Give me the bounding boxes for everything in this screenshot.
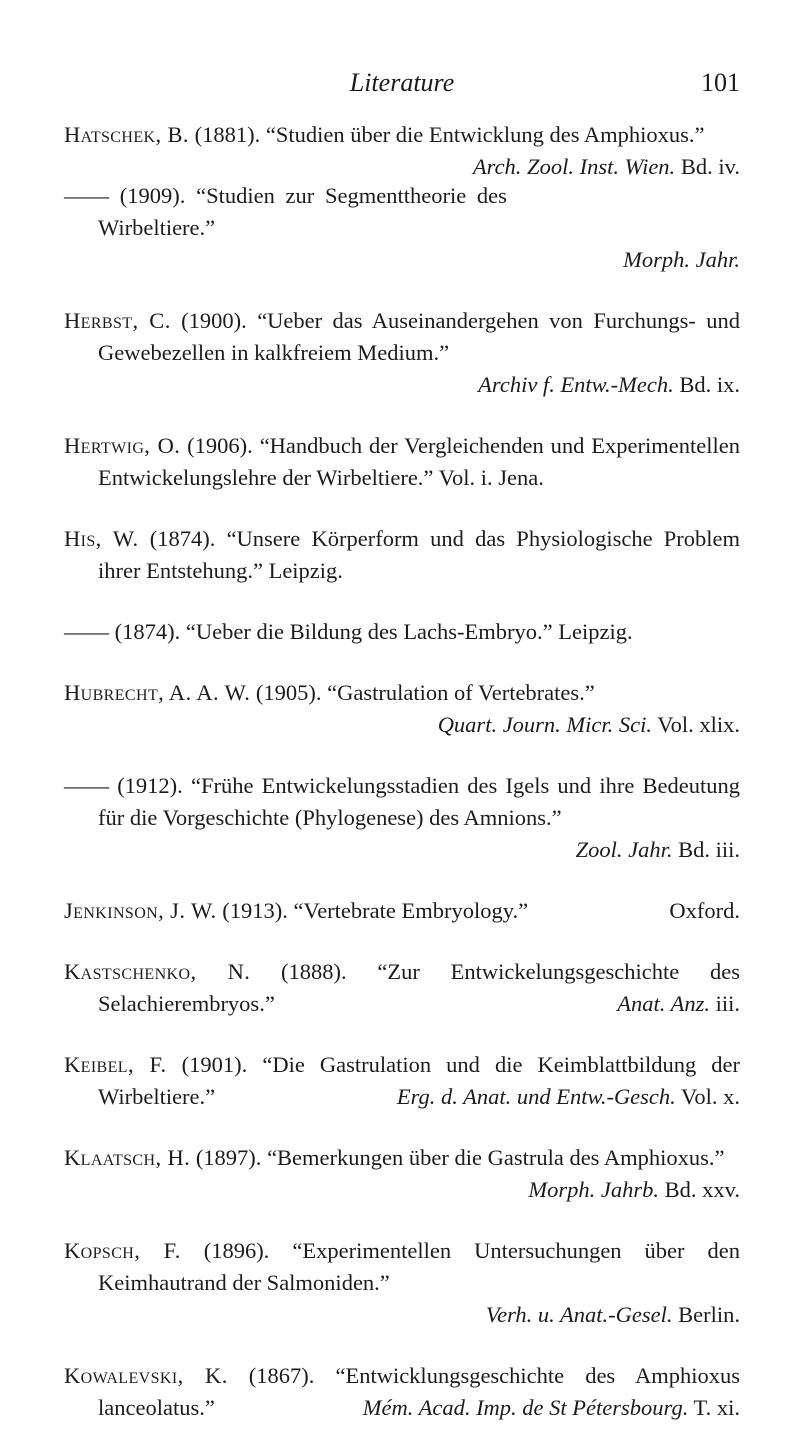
entry-title: “Entwicklungsgeschichte des Amphioxus lanceolatus.” xyxy=(98,1363,741,1420)
entry-author: Hubrecht, A. A. W. xyxy=(64,680,251,705)
entry-year: (1897). xyxy=(195,1145,262,1170)
entry-author: Keibel, F. xyxy=(64,1052,167,1077)
entry-title: “Experimentellen Untersuchungen über den Keimhautrand der Salmoniden.” xyxy=(98,1238,741,1295)
bibliography-entry xyxy=(64,305,740,401)
entry-author: Kastschenko, N. xyxy=(64,959,251,984)
entry-title: “Studien über die Entwicklung des Amphioxus.” xyxy=(265,122,705,147)
entry-volume: Berlin. xyxy=(678,1302,740,1327)
entry-title: “Bemerkungen über die Gastrula des Amphioxus.” xyxy=(267,1145,725,1170)
entry-journal: Morph. Jahr. xyxy=(623,247,740,272)
entry-volume: Vol. x. xyxy=(681,1084,740,1109)
bibliography-entry xyxy=(64,616,740,648)
entry-journal: Verh. u. Anat.-Gesel. xyxy=(485,1302,673,1327)
entry-volume: Bd. ix. xyxy=(679,372,740,397)
entry-title: “Ueber die Bildung des Lachs-Embryo.” xyxy=(185,619,553,644)
entry-year: (1909). xyxy=(119,183,186,208)
bibliography-entry xyxy=(64,430,740,494)
running-title: Literature xyxy=(349,68,455,97)
entry-author: Kopsch, F. xyxy=(64,1238,181,1263)
entry-title: “Zur Entwickelungsgeschichte des Selachierembryos.” xyxy=(98,959,740,1016)
entry-author: Herbst, C. xyxy=(64,308,171,333)
entry-title: “Frühe Entwickelungsstadien des Igels und ihre Bedeutung für die Vorgeschichte (Phylogenese) des Amnions.” xyxy=(98,773,740,830)
bibliography-entry xyxy=(64,677,740,741)
page-number: 101 xyxy=(701,68,740,97)
entry-journal: Archiv f. Entw.-Mech. xyxy=(478,372,674,397)
entry-author: Hertwig, O. xyxy=(64,433,181,458)
entry-title: “Studien zur Segmenttheorie des Wirbeltiere.” xyxy=(98,183,507,240)
entry-journal: Erg. d. Anat. und Entw.-Gesch. xyxy=(396,1084,676,1109)
entry-year: (1881). xyxy=(194,122,261,147)
entry-volume: Vol. xlix. xyxy=(657,712,740,737)
entry-volume: iii. xyxy=(715,991,740,1016)
bibliography-entry xyxy=(64,895,740,927)
bibliography-entry xyxy=(64,1049,740,1113)
entry-volume: Bd. iv. xyxy=(680,154,740,179)
entry-year: (1874). xyxy=(114,619,181,644)
entry-title: “Handbuch der Vergleichenden und Experimentellen Entwickelungslehre der Wirbeltiere.” xyxy=(98,433,740,490)
entry-journal: Arch. Zool. Inst. Wien. xyxy=(472,154,676,179)
entry-volume: T. xi. xyxy=(693,1395,740,1420)
entry-volume: Oxford. xyxy=(669,898,740,923)
entry-author: Klaatsch, H. xyxy=(64,1145,191,1170)
entry-author: —— xyxy=(64,183,109,208)
bibliography-entry xyxy=(64,770,740,866)
bibliography-entry xyxy=(64,523,740,587)
entry-journal: Quart. Journ. Micr. Sci. xyxy=(437,712,653,737)
bibliography-list xyxy=(64,119,740,1453)
entry-year: (1912). xyxy=(117,773,183,798)
entry-year: (1900). xyxy=(181,308,247,333)
entry-volume: Bd. xxv. xyxy=(664,1177,740,1202)
entry-year: (1905). xyxy=(255,680,322,705)
page-header xyxy=(64,68,740,108)
entry-title: “Vertebrate Embryology.” xyxy=(293,898,529,923)
bibliography-entry xyxy=(64,119,740,179)
entry-year: (1888). xyxy=(281,959,347,984)
entry-volume: Leipzig. xyxy=(558,619,633,644)
entry-year: (1913). xyxy=(222,898,288,923)
entry-author: Jenkinson, J. W. xyxy=(64,898,217,923)
bibliography-entry xyxy=(64,1235,740,1331)
entry-year: (1874). xyxy=(149,526,216,551)
entry-author: Kowalevski, K. xyxy=(64,1363,228,1388)
entry-year: (1867). xyxy=(248,1363,315,1388)
bibliography-entry xyxy=(64,180,740,276)
entry-year: (1896). xyxy=(203,1238,270,1263)
entry-journal: Morph. Jahrb. xyxy=(528,1177,659,1202)
entry-title: “Die Gastrulation und die Keimblattbildung der Wirbeltiere.” xyxy=(98,1052,741,1109)
entry-volume: Leipzig. xyxy=(268,558,343,583)
entry-author: —— xyxy=(64,619,109,644)
entry-title: “Gastrulation of Vertebrates.” xyxy=(327,680,595,705)
bibliography-entry xyxy=(64,1360,740,1424)
entry-author: Hatschek, B. xyxy=(64,122,189,147)
entry-title: “Ueber das Auseinandergehen von Furchungs- und Gewebezellen in kalkfreiem Medium.” xyxy=(98,308,740,365)
entry-volume: Bd. iii. xyxy=(678,837,740,862)
entry-journal: Anat. Anz. xyxy=(617,991,710,1016)
entry-volume: Vol. i. Jena. xyxy=(438,465,544,490)
entry-author: His, W. xyxy=(64,526,139,551)
entry-year: (1901). xyxy=(181,1052,248,1077)
bibliography-entry xyxy=(64,956,740,1020)
entry-year: (1906). xyxy=(187,433,253,458)
entry-journal: Zool. Jahr. xyxy=(575,837,673,862)
bibliography-entry xyxy=(64,1142,740,1206)
entry-title: “Unsere Körperform und das Physiologische Problem ihrer Entstehung.” xyxy=(98,526,741,583)
entry-journal: Mém. Acad. Imp. de St Pétersbourg. xyxy=(362,1395,689,1420)
entry-author: —— xyxy=(64,773,109,798)
